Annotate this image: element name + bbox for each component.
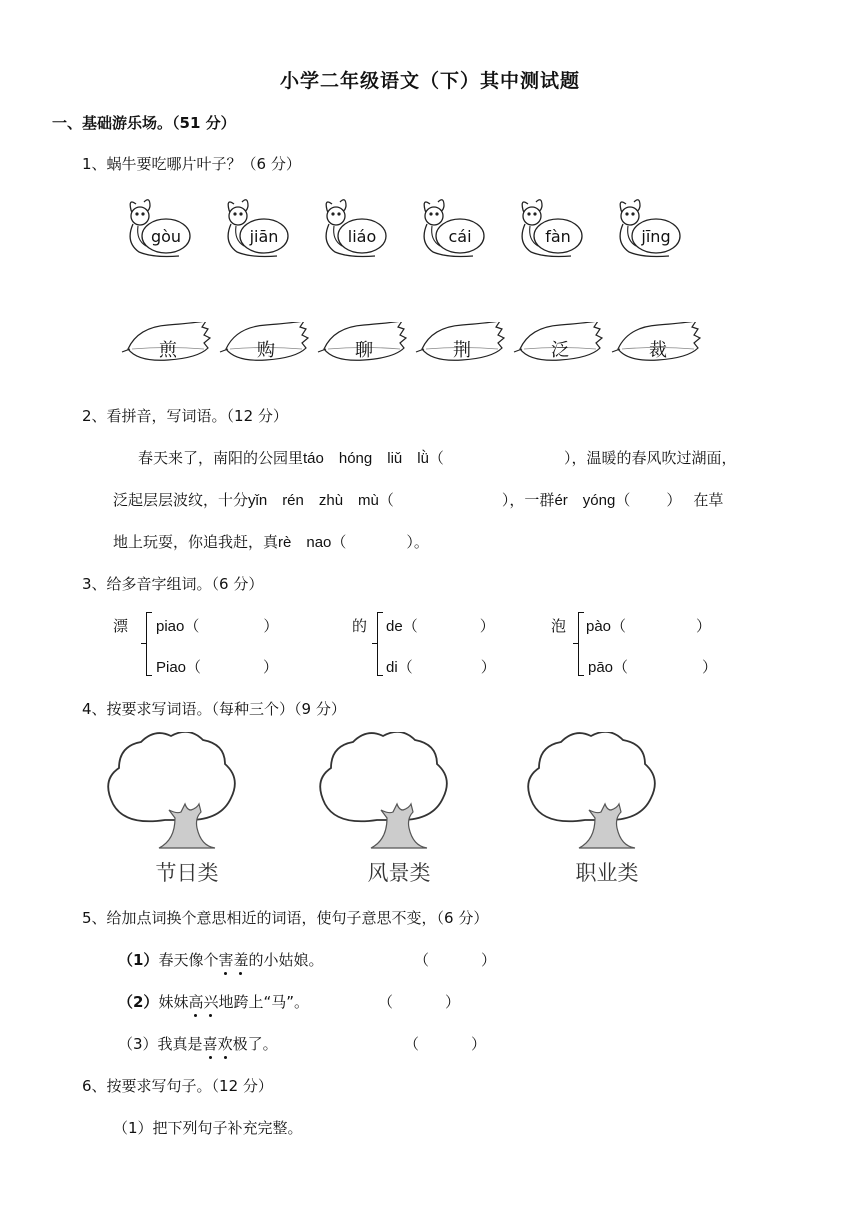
polyphone-char: 泡 [551,617,567,635]
tree-label: 职业类 [575,861,639,885]
reading-2 [386,656,496,677]
q5-answer-2 [378,991,460,1012]
snail-icon [424,200,484,257]
reading-pinyin: Piao [156,659,187,676]
q2-paren-open: （ [428,449,444,467]
reading-pinyin: de [386,618,403,635]
item-number: （3） [118,1035,158,1053]
q2-line-2 [113,489,723,510]
brace [146,612,152,676]
q2-paren-open: （ [615,491,631,509]
dotted-char: 兴 [203,993,219,1011]
snail-icon [130,200,190,257]
snail-icon [620,200,680,257]
q2-text: 地上玩耍，你追我赶，真 [113,533,279,551]
reading-1 [156,615,278,636]
sentence-text: 妹妹 [158,993,189,1011]
brace-tip [573,643,578,644]
question-1-label: 1、蜗牛要吃哪片叶子？（6 分） [82,155,301,173]
brace [377,612,383,676]
snail-pinyin: jiān [249,227,279,246]
leaf-char: 聊 [355,340,373,361]
brace [578,612,584,676]
question-3-label: 3、给多音字组词。（6 分） [82,575,264,593]
leaf-char: 荆 [453,340,471,361]
paren-close: ） [479,618,495,635]
paren-open: （ [404,1035,420,1053]
q2-text: 泛起层层波纹，十分 [113,491,249,509]
q2-text: ），温暖的春风吹过湖面， [563,449,737,467]
leaf-row [0,322,860,382]
sentence-text: 极了。 [232,1035,278,1053]
q2-text: ），一群 [501,491,555,509]
sentence-text: 的小姑娘。 [248,951,324,969]
paren-open: （ [186,659,202,676]
tree-icon [108,732,235,885]
q2-line-3 [113,531,429,552]
q2-pinyin: ér yóng [554,492,616,509]
page-title: 小学二年级语文（下）其中测试题 [279,70,580,92]
polyphone-char: 漂 [113,617,129,635]
paren-open: （ [611,618,627,635]
q2-paren-open: （ [331,533,347,551]
reading-pinyin: pāo [588,659,614,676]
reading-1 [386,615,495,636]
snail-icon [228,200,288,257]
q2-line-1 [138,447,736,468]
paren-close: ） [702,659,718,676]
paren-open: （ [414,951,430,969]
dotted-char: 欢 [217,1035,233,1053]
tree-icon [320,732,447,885]
tree-label: 风景类 [367,861,431,885]
reading-pinyin: di [386,659,398,676]
sentence-text: 地跨上“马”。 [218,993,310,1011]
tree-label: 节日类 [155,861,219,885]
sentence-text: 春天像个 [158,951,219,969]
snail-pinyin: fàn [545,227,571,246]
leaf-icon [514,322,602,361]
question-2-label: 2、看拼音，写词语。（12 分） [82,407,288,425]
q2-paren-close: ） [666,491,682,509]
leaf-char: 裁 [649,340,667,361]
paren-close: ） [263,618,279,635]
section-heading: 一、基础游乐场。（51 分） [52,114,236,132]
dotted-char: 羞 [233,951,249,969]
dotted-char: 害 [218,951,234,969]
tree-icon [528,732,655,885]
question-4-label: 4、按要求写词语。（每种三个）（9 分） [82,700,346,718]
brace-tip [141,643,146,644]
paren-open: （ [378,993,394,1011]
polyphone-char: 的 [352,617,368,635]
snail-pinyin: liáo [347,227,377,246]
dotted-char: 高 [188,993,204,1011]
sentence-text: 我真是 [157,1035,203,1053]
leaf-icon [220,322,308,361]
snail-pinyin: cái [448,227,472,246]
paren-close: ） [696,618,712,635]
paren-open: （ [402,618,418,635]
q5-answer-3 [404,1033,486,1054]
q2-pinyin: táo hóng liǔ lǜ [303,450,429,467]
reading-pinyin: piao [156,618,185,635]
leaf-char: 泛 [551,340,569,361]
snail-icon [522,200,582,257]
reading-1 [586,615,711,636]
snail-pinyin: gòu [150,227,182,246]
q2-text: ）。 [406,533,429,551]
item-number: （2） [118,993,159,1011]
leaf-icon [318,322,406,361]
paren-close: ） [480,659,496,676]
q6-sub-1: （1）把下列句子补充完整。 [113,1119,303,1137]
q2-paren-open: （ [378,491,394,509]
question-6-label: 6、按要求写句子。（12 分） [82,1077,273,1095]
tree-row [0,732,860,892]
leaf-icon [122,322,210,361]
item-number: （1） [118,951,159,969]
q2-pinyin: yǐn rén zhù mù [248,492,379,509]
leaf-char: 煎 [159,340,177,361]
q5-sentence-1 [118,949,324,970]
leaf-char: 购 [257,340,275,361]
q2-pinyin: rè nao [278,534,332,551]
paren-close: ） [263,659,279,676]
dotted-char: 喜 [202,1035,218,1053]
paren-open: （ [397,659,413,676]
snail-pinyin: jīng [641,227,671,246]
leaf-icon [416,322,504,361]
paren-close: ） [471,1035,487,1053]
paren-open: （ [613,659,629,676]
q2-text: 在草 [693,491,724,509]
q5-sentence-2 [118,991,309,1012]
question-5-label: 5、给加点词换个意思相近的词语，使句子意思不变，（6 分） [82,909,489,927]
paren-close: ） [445,993,461,1011]
reading-2 [156,656,278,677]
reading-pinyin: pào [586,618,612,635]
reading-2 [588,656,717,677]
snail-row [0,196,860,276]
q5-answer-1 [414,949,496,970]
paren-close: ） [481,951,497,969]
q5-sentence-3 [118,1033,278,1054]
brace-tip [372,643,377,644]
paren-open: （ [184,618,200,635]
leaf-icon [612,322,700,361]
q2-text: 春天来了，南阳的公园里 [138,449,304,467]
snail-icon [326,200,386,257]
